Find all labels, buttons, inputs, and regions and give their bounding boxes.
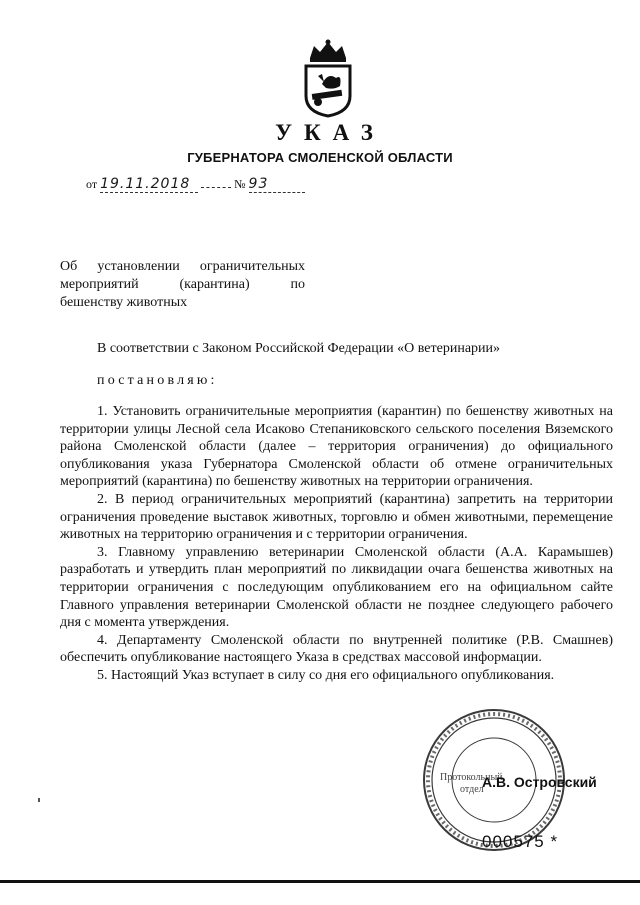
subject-line: мероприятий (карантина) по [60, 277, 305, 292]
preamble: В соответствии с Законом Российской Федерации «О ветеринарии» [97, 341, 501, 356]
decree-body [60, 403, 613, 685]
number-prefix: № [234, 177, 246, 191]
number-value: 93 [249, 176, 305, 193]
date-number-line [86, 176, 305, 193]
scan-mark [38, 798, 40, 802]
page-subtitle: ГУБЕРНАТОРА СМОЛЕНСКОЙ ОБЛАСТИ [187, 150, 453, 165]
page-title: УКАЗ [275, 120, 385, 145]
paragraph-2: 2. В период ограничительных мероприятий (карантина) запретить на территории ограничения проведение выставок животных, торговлю и обмен животными, перемещение животных на территорию ограничения и с территории ограничения. [60, 491, 613, 543]
stamp-label-line: отдел [460, 784, 484, 795]
subject-line: бешенству животных [60, 295, 188, 310]
document-number: 000575 * [482, 832, 559, 851]
paragraph-5: 5. Настоящий Указ вступает в силу со дня его официального опубликования. [97, 667, 555, 683]
paragraph-4: 4. Департаменту Смоленской области по внутренней политике (Р.В. Смашнев) обеспечить опубликование настоящего Указа в средствах массовой информации. [60, 632, 613, 666]
stamp-label-line: Протокольный [440, 772, 503, 783]
date-dots [201, 187, 231, 188]
date-value: 19.11.2018 [100, 176, 198, 193]
paragraph-1: 1. Установить ограничительные мероприятия (карантин) по бешенству животных на территории улицы Лесной села Исаково Степаниковского сельского поселения Вяземского района Смоленской области (далее – территория ограничения) до официального опубликования указа Губернатора Смоленской области об отмене ограничительных мероприятий (карантина) по бешенству животных на территории ограничения. [60, 404, 613, 490]
signature-name: А.В. Островский [482, 774, 597, 790]
bottom-rule [0, 880, 640, 883]
coat-of-arms-icon [296, 38, 360, 118]
subject-block [60, 258, 305, 312]
decree-word: постановляю: [97, 373, 218, 388]
paragraph-3: 3. Главному управлению ветеринарии Смоленской области (А.А. Карамышев) разработать и утвердить план мероприятий по ликвидации очага бешенства животных на территории ограничения с последующим опубликованием его на официальном сайте Главного управления ветеринарии Смоленской области не позднее следующего рабочего дня с момента утверждения. [60, 544, 613, 631]
subject-line: Об установлении ограничительных [60, 259, 305, 274]
date-prefix: от [86, 177, 98, 191]
